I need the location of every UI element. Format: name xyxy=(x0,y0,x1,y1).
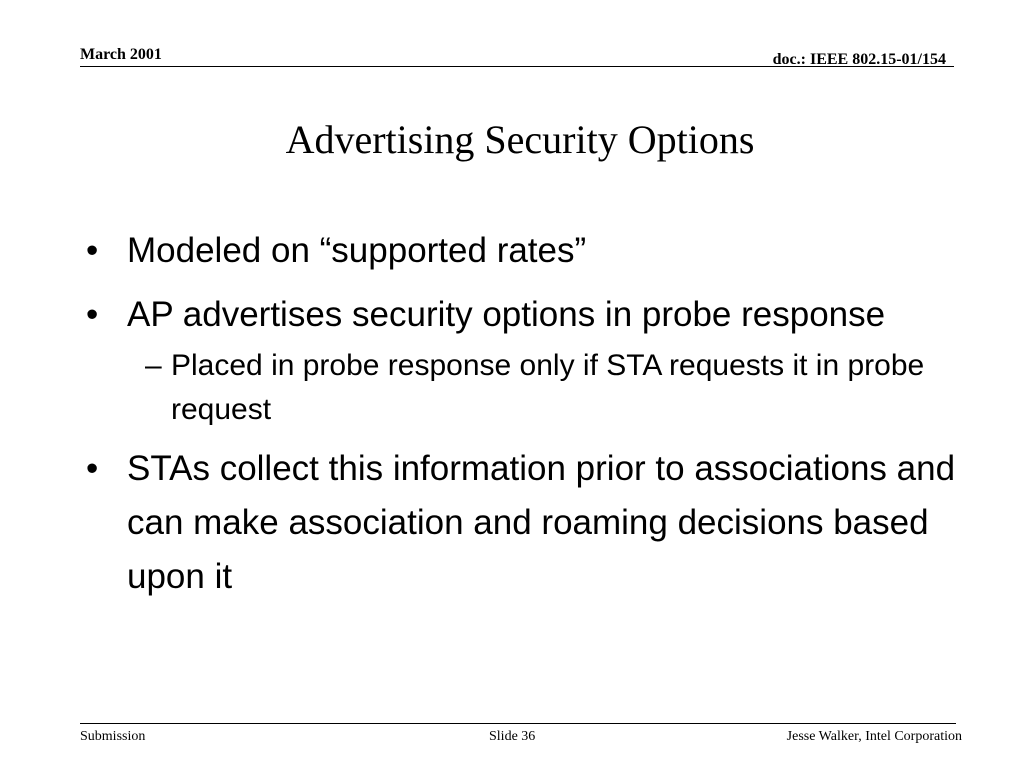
bullet-item xyxy=(86,288,956,432)
footer-rule xyxy=(80,723,956,724)
sub-bullet-text: Placed in probe response only if STA requests it in probe request xyxy=(171,349,925,426)
bullet-marker: • xyxy=(86,295,99,334)
bullet-list xyxy=(86,224,956,604)
header-doc-id: doc.: IEEE 802.15-01/154 xyxy=(772,51,946,68)
footer-author: Jesse Walker, Intel Corporation xyxy=(786,729,962,744)
bullet-item xyxy=(86,442,956,604)
bullet-marker: • xyxy=(86,231,99,270)
header-date: March 2001 xyxy=(80,46,162,63)
bullet-item xyxy=(86,224,956,278)
sub-bullet-item xyxy=(127,344,956,432)
bullet-marker: • xyxy=(86,449,99,488)
bullet-text: STAs collect this information prior to associations and can make association and roaming decisions based upon it xyxy=(127,449,956,596)
sub-bullet-list xyxy=(127,344,956,432)
footer-submission: Submission xyxy=(80,729,146,744)
bullet-text: Modeled on “supported rates” xyxy=(127,231,587,270)
bullet-text: AP advertises security options in probe response xyxy=(127,295,886,334)
header-rule xyxy=(80,66,954,67)
sub-bullet-marker: – xyxy=(145,349,162,382)
slide-title: Advertising Security Options xyxy=(285,117,755,162)
footer-slide-number: Slide 36 xyxy=(489,729,536,744)
